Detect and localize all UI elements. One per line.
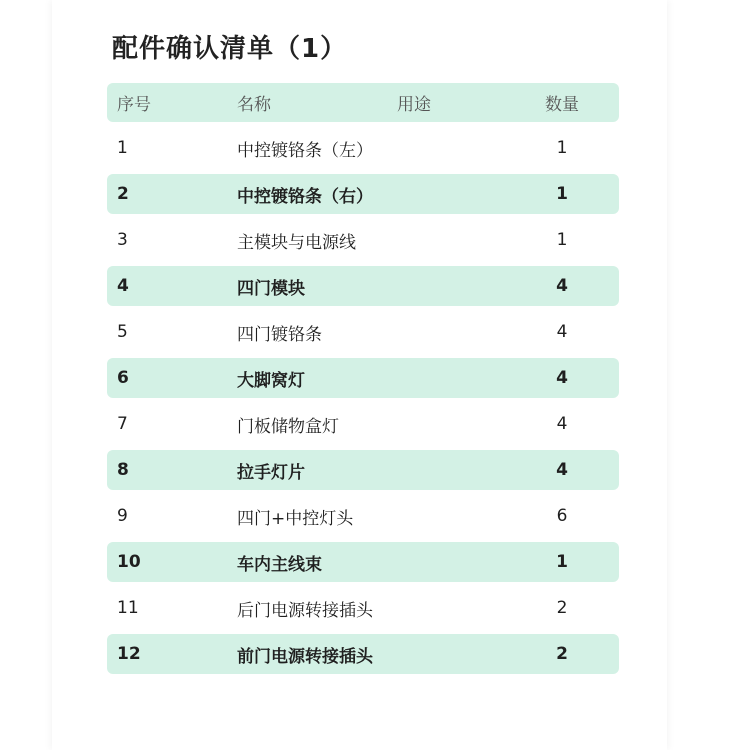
- row-name: 四门镀铬条: [237, 324, 322, 345]
- row-no: 12: [117, 644, 141, 664]
- row-name: 车内主线束: [237, 554, 322, 575]
- row-qty: 4: [556, 276, 568, 296]
- row-no: 7: [117, 414, 128, 434]
- row-no: 9: [117, 506, 128, 526]
- row-no: 1: [117, 138, 128, 158]
- row-no: 10: [117, 552, 141, 572]
- table-row: [107, 174, 619, 214]
- row-qty: 4: [556, 460, 568, 480]
- page-title: 配件确认清单（1）: [112, 34, 348, 64]
- row-no: 4: [117, 276, 129, 296]
- header-name: 名称: [237, 95, 271, 115]
- row-qty: 2: [556, 644, 568, 664]
- row-name: 后门电源转接插头: [237, 600, 373, 621]
- row-name: 门板储物盒灯: [237, 416, 339, 437]
- row-name: 大脚窝灯: [237, 370, 305, 391]
- row-name: 前门电源转接插头: [237, 646, 373, 667]
- row-qty: 4: [556, 322, 568, 342]
- row-qty: 6: [556, 506, 568, 526]
- table-row: [107, 312, 619, 352]
- table-row: [107, 220, 619, 260]
- row-name: 中控镀铬条（右）: [237, 186, 373, 207]
- table-row: [107, 128, 619, 168]
- table-row: [107, 450, 619, 490]
- row-no: 3: [117, 230, 128, 250]
- row-qty: 1: [556, 230, 568, 250]
- row-name: 中控镀铬条（左）: [237, 140, 373, 161]
- table-header-row: [107, 83, 619, 122]
- header-use: 用途: [397, 95, 431, 115]
- header-qty: 数量: [545, 95, 579, 115]
- table-row: [107, 542, 619, 582]
- row-no: 6: [117, 368, 129, 388]
- row-name: 主模块与电源线: [237, 232, 356, 253]
- row-qty: 4: [556, 414, 568, 434]
- row-qty: 1: [556, 138, 568, 158]
- table-row: [107, 404, 619, 444]
- row-name: 四门模块: [237, 278, 305, 299]
- row-no: 5: [117, 322, 128, 342]
- table-row: [107, 634, 619, 674]
- row-qty: 2: [556, 598, 568, 618]
- table-row: [107, 266, 619, 306]
- row-name: 拉手灯片: [237, 462, 305, 483]
- header-no: 序号: [117, 95, 151, 115]
- row-qty: 1: [556, 184, 568, 204]
- row-qty: 1: [556, 552, 568, 572]
- table-row: [107, 588, 619, 628]
- row-qty: 4: [556, 368, 568, 388]
- row-no: 2: [117, 184, 129, 204]
- table-row: [107, 496, 619, 536]
- row-name: 四门+中控灯头: [237, 508, 354, 529]
- row-no: 8: [117, 460, 129, 480]
- table-row: [107, 358, 619, 398]
- row-no: 11: [117, 598, 139, 618]
- parts-table: [107, 83, 619, 680]
